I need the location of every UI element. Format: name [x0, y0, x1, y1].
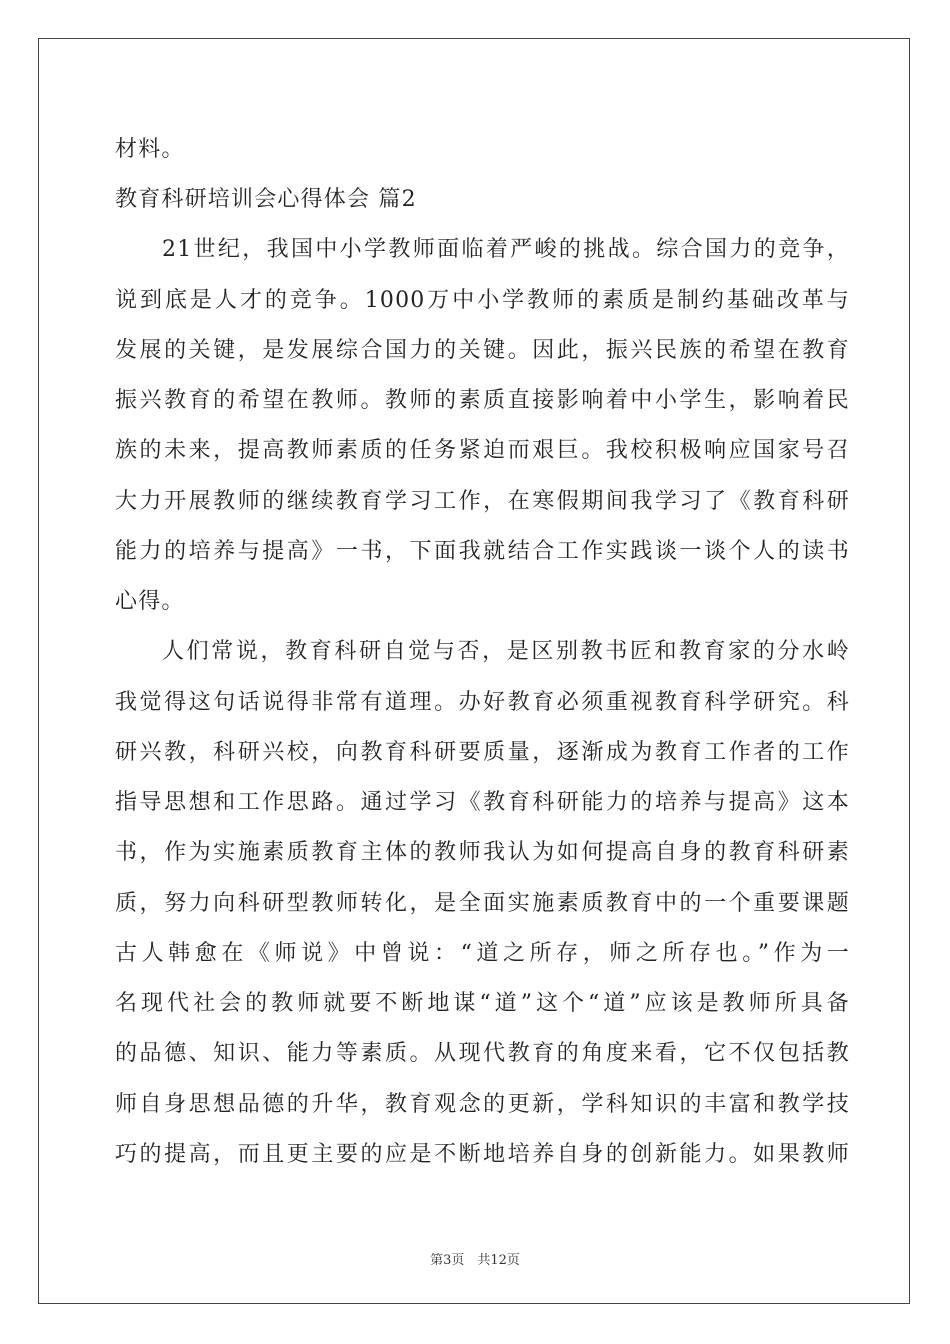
text-line: 质，努力向科研型教师转化，是全面实施素质教育中的一个重要课题 [115, 891, 850, 916]
text-line: 发展的关键，是发展综合国力的关键。因此，振兴民族的希望在教育 [115, 338, 850, 363]
text-line: 心得。 [115, 589, 185, 614]
text-line: 说到底是人才的竞争。1000万中小学教师的素质是制约基础改革与 [115, 288, 850, 313]
text-line: 振兴教育的希望在教师。教师的素质直接影响着中小学生，影响着民 [115, 388, 850, 413]
text-line: 大力开展教师的继续教育学习工作，在寒假期间我学习了《教育科研 [115, 489, 850, 514]
text-line: 的品德、知识、能力等素质。从现代教育的角度来看，它不仅包括教 [115, 1041, 850, 1066]
text-line: 书，作为实施素质教育主体的教师我认为如何提高自身的教育科研素 [115, 840, 850, 865]
text-line: 师自身思想品德的升华，教育观念的更新，学科知识的丰富和教学技 [115, 1092, 850, 1117]
text-line: 指导思想和工作思路。通过学习《教育科研能力的培养与提高》这本 [115, 790, 850, 815]
section-heading: 教育科研培训会心得体会 篇2 [115, 187, 417, 212]
page-number: 第3页 共12页 [430, 1253, 520, 1268]
text-line: 名现代社会的教师就要不断地谋“道”这个“道”应该是教师所具备 [115, 991, 850, 1016]
text-line: 材料。 [115, 137, 185, 162]
text-line: 21世纪，我国中小学教师面临着严峻的挑战。综合国力的竞争， [162, 237, 850, 262]
text-line: 族的未来，提高教师素质的任务紧迫而艰巨。我校积极响应国家号召 [115, 438, 850, 463]
text-line: 人们常说，教育科研自觉与否，是区别教书匠和教育家的分水岭 [162, 639, 850, 664]
text-line: 古人韩愈在《师说》中曾说：“道之所存，师之所存也。”作为一 [115, 941, 850, 966]
text-line: 我觉得这句话说得非常有道理。办好教育必须重视教育科学研究。科 [115, 690, 850, 715]
text-line: 研兴教，科研兴校，向教育科研要质量，逐渐成为教育工作者的工作 [115, 740, 850, 765]
text-line: 能力的培养与提高》一书，下面我就结合工作实践谈一谈个人的读书 [115, 539, 850, 564]
text-line: 巧的提高，而且更主要的应是不断地培养自身的创新能力。如果教师 [115, 1142, 850, 1167]
